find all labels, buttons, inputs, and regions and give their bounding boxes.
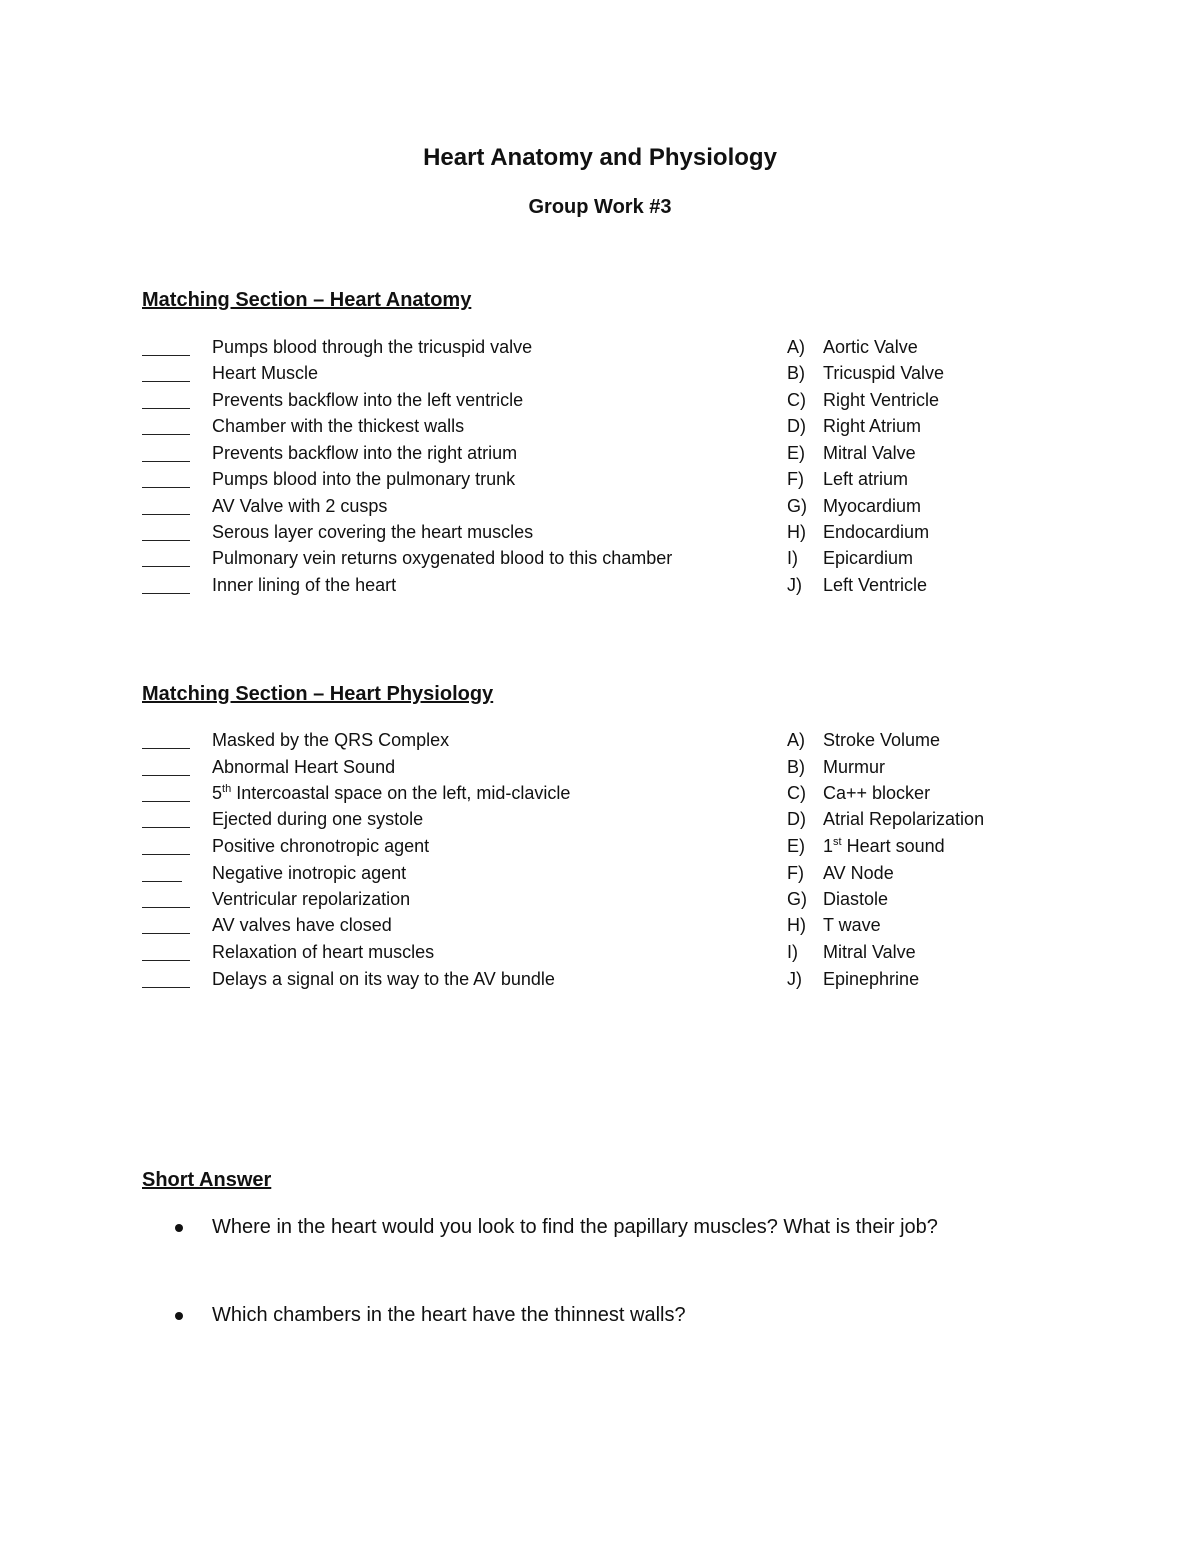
option-letter: H) <box>787 522 806 542</box>
anatomy-row <box>0 390 1200 416</box>
anatomy-option: Myocardium <box>823 496 922 516</box>
answer-blank[interactable] <box>142 355 190 356</box>
physiology-option: T wave <box>823 915 881 935</box>
answer-blank[interactable] <box>142 775 190 776</box>
anatomy-row <box>0 416 1200 442</box>
physiology-option: Atrial Repolarization <box>823 809 985 829</box>
answer-blank[interactable] <box>142 907 190 908</box>
physiology-prompt: Negative inotropic agent <box>212 863 407 883</box>
option-letter: C) <box>787 783 806 803</box>
anatomy-row <box>0 469 1200 495</box>
anatomy-option: Tricuspid Valve <box>823 363 945 383</box>
physiology-option: Epinephrine <box>823 969 920 989</box>
physiology-prompt: Abnormal Heart Sound <box>212 757 396 777</box>
physiology-option: Murmur <box>823 757 885 777</box>
option-letter: B) <box>787 363 805 383</box>
answer-blank[interactable] <box>142 748 190 749</box>
option-letter: A) <box>787 337 805 357</box>
anatomy-option: Left Ventricle <box>823 575 928 595</box>
answer-blank[interactable] <box>142 881 182 882</box>
answer-blank[interactable] <box>142 540 190 541</box>
option-letter: H) <box>787 915 806 935</box>
answer-blank[interactable] <box>142 461 190 462</box>
prompt-number: 5 <box>212 783 223 803</box>
answer-blank[interactable] <box>142 854 190 855</box>
prompt-text: Intercoastal space on the left, mid-clavicle <box>231 783 571 803</box>
physiology-option: Stroke Volume <box>823 730 941 750</box>
option-letter: E) <box>787 443 805 463</box>
anatomy-prompt: Pumps blood through the tricuspid valve <box>212 337 533 357</box>
bullet-icon <box>175 1312 183 1320</box>
option-letter: G) <box>787 889 807 909</box>
answer-blank[interactable] <box>142 801 190 802</box>
answer-blank[interactable] <box>142 487 190 488</box>
option-letter: D) <box>787 416 806 436</box>
physiology-prompt <box>212 783 570 804</box>
answer-blank[interactable] <box>142 381 190 382</box>
anatomy-prompt: Inner lining of the heart <box>212 575 397 595</box>
option-letter: A) <box>787 730 805 750</box>
anatomy-section-heading: Matching Section – Heart Anatomy <box>142 289 472 311</box>
option-letter: E) <box>787 836 805 856</box>
anatomy-prompt: Chamber with the thickest walls <box>212 416 465 436</box>
anatomy-prompt: Pumps blood into the pulmonary trunk <box>212 469 516 489</box>
physiology-option <box>823 836 945 857</box>
anatomy-prompt: Heart Muscle <box>212 363 319 383</box>
physiology-row <box>0 757 1200 783</box>
ordinal-suffix: th <box>222 783 232 795</box>
physiology-prompt: Ejected during one systole <box>212 809 424 829</box>
physiology-prompt: Relaxation of heart muscles <box>212 942 435 962</box>
option-text: Heart sound <box>841 836 945 856</box>
anatomy-row <box>0 575 1200 601</box>
physiology-option: Mitral Valve <box>823 942 916 962</box>
physiology-option: Diastole <box>823 889 889 909</box>
physiology-row <box>0 783 1200 809</box>
ordinal-suffix: st <box>833 836 842 848</box>
anatomy-row <box>0 337 1200 363</box>
option-number: 1 <box>823 836 834 856</box>
answer-blank[interactable] <box>142 408 190 409</box>
physiology-row <box>0 889 1200 915</box>
page-title: Heart Anatomy and Physiology <box>423 144 777 171</box>
short-answer-heading: Short Answer <box>142 1169 272 1191</box>
physiology-row <box>0 915 1200 941</box>
option-letter: I) <box>787 548 798 568</box>
physiology-row <box>0 730 1200 756</box>
physiology-row <box>0 836 1200 862</box>
anatomy-option: Left atrium <box>823 469 909 489</box>
physiology-row <box>0 969 1200 995</box>
answer-blank[interactable] <box>142 514 190 515</box>
anatomy-row <box>0 548 1200 574</box>
physiology-prompt: AV valves have closed <box>212 915 392 935</box>
anatomy-option: Right Ventricle <box>823 390 940 410</box>
answer-blank[interactable] <box>142 827 190 828</box>
question-text: Which chambers in the heart have the thinnest walls? <box>212 1304 686 1326</box>
answer-blank[interactable] <box>142 434 190 435</box>
option-letter: F) <box>787 863 804 883</box>
physiology-option: Ca++ blocker <box>823 783 931 803</box>
anatomy-option: Endocardium <box>823 522 930 542</box>
physiology-row <box>0 809 1200 835</box>
anatomy-row <box>0 496 1200 522</box>
option-letter: B) <box>787 757 805 777</box>
anatomy-prompt: Prevents backflow into the right atrium <box>212 443 518 463</box>
answer-blank[interactable] <box>142 566 190 567</box>
option-letter: C) <box>787 390 806 410</box>
physiology-prompt: Delays a signal on its way to the AV bundle <box>212 969 555 989</box>
anatomy-row <box>0 522 1200 548</box>
option-letter: I) <box>787 942 798 962</box>
question-text: Where in the heart would you look to find the papillary muscles? What is their job? <box>212 1216 938 1238</box>
anatomy-row <box>0 363 1200 389</box>
anatomy-option: Right Atrium <box>823 416 922 436</box>
bullet-icon <box>175 1224 183 1232</box>
physiology-option: AV Node <box>823 863 894 883</box>
answer-blank[interactable] <box>142 933 190 934</box>
physiology-section-heading: Matching Section – Heart Physiology <box>142 683 494 705</box>
anatomy-option: Aortic Valve <box>823 337 918 357</box>
anatomy-option: Epicardium <box>823 548 914 568</box>
answer-blank[interactable] <box>142 960 190 961</box>
answer-blank[interactable] <box>142 987 190 988</box>
physiology-prompt: Positive chronotropic agent <box>212 836 430 856</box>
physiology-row <box>0 942 1200 968</box>
anatomy-option: Mitral Valve <box>823 443 916 463</box>
physiology-prompt: Ventricular repolarization <box>212 889 411 909</box>
anatomy-prompt: AV Valve with 2 cusps <box>212 496 388 516</box>
anatomy-prompt: Prevents backflow into the left ventricle <box>212 390 524 410</box>
option-letter: D) <box>787 809 806 829</box>
physiology-prompt: Masked by the QRS Complex <box>212 730 450 750</box>
physiology-row <box>0 863 1200 889</box>
anatomy-row <box>0 443 1200 469</box>
option-letter: G) <box>787 496 807 516</box>
anatomy-prompt: Pulmonary vein returns oxygenated blood to this chamber <box>212 548 673 568</box>
option-letter: J) <box>787 969 802 989</box>
page-subtitle: Group Work #3 <box>528 196 672 218</box>
option-letter: F) <box>787 469 804 489</box>
option-letter: J) <box>787 575 802 595</box>
answer-blank[interactable] <box>142 593 190 594</box>
anatomy-prompt: Serous layer covering the heart muscles <box>212 522 534 542</box>
